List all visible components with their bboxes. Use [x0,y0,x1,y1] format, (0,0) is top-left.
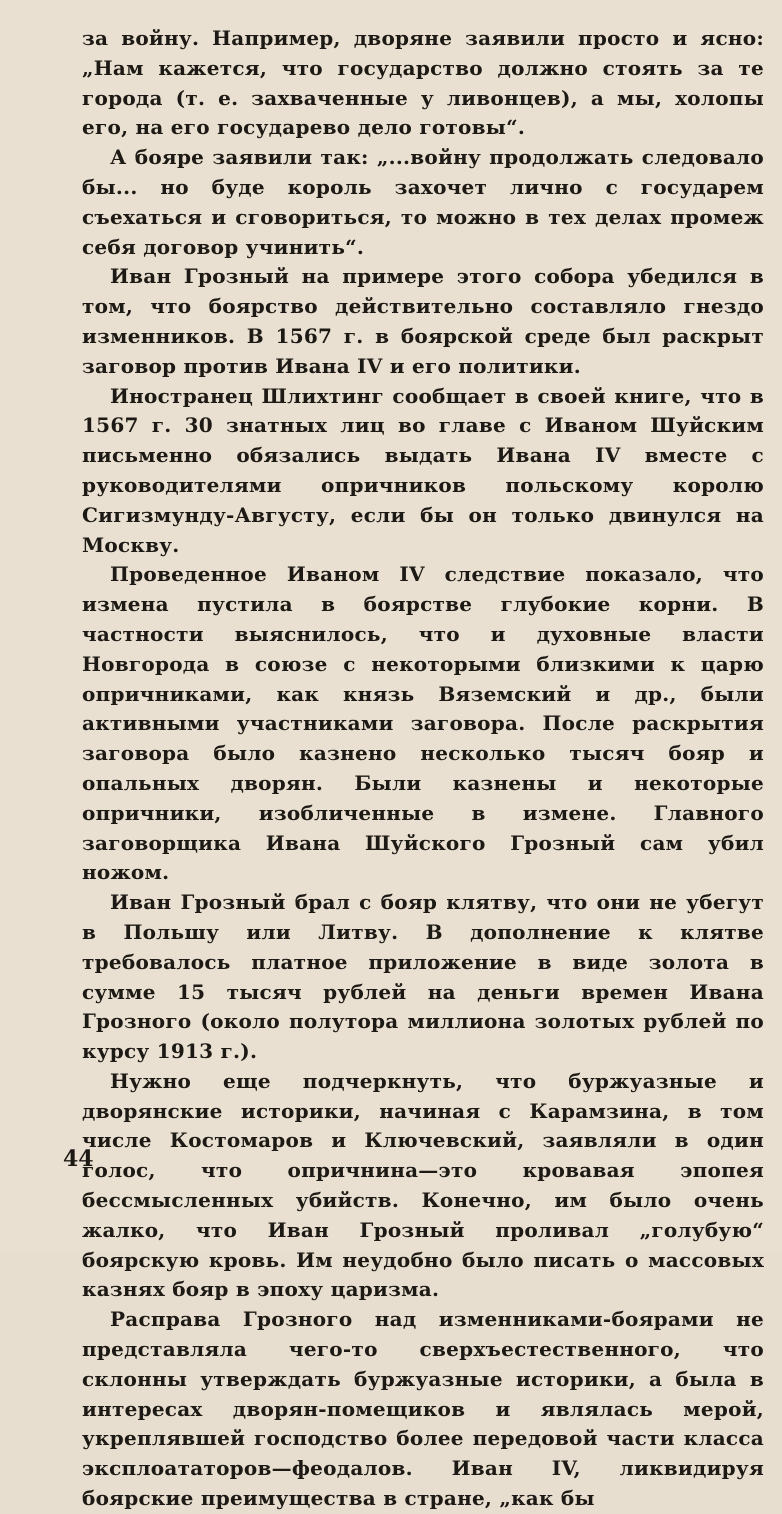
paragraph-6: Иван Грозный брал с бояр клятву, что они не убегут в Польшу или Литву. В дополнение к клятве требовалось платное приложение в виде золота в сумме 15 тысяч рублей на деньги времен Ивана Грозного (около полутора миллиона золотых рублей по курсу 1913 г.). [82,890,764,1064]
paragraph-3: Иван Грозный на примере этого собора убедился в том, что боярство действительно составляло гнездо изменников. В 1567 г. в боярской среде был раскрыт заговор против Ивана IV и его политики. [82,264,764,378]
page-number: 44 [63,1146,94,1172]
paragraph-8: Расправа Грозного над изменниками-боярами не представляла чего-то сверхъестественного, что склонны утверждать буржуазные историки, а была в интересах дворян-помещиков и являлась мерой, укреплявшей господство более передовой части класса эксплоататоров—феодалов. Иван IV, ликвидируя боярские преимущества в стране, „как бы [82,1307,764,1511]
paragraph-7: Нужно еще подчеркнуть, что буржуазные и дворянские историки, начиная с Карамзина, в том числе Костомаров и Ключевский, заявляли в один голос, что опричнина—это кровавая эпопея бессмысленных убийств. Конечно, им было очень жалко, что Иван Грозный проливал „голубую“ боярскую кровь. Им неудобно было писать о массовых казнях бояр в эпоху царизма. [82,1068,764,1302]
paragraph-2: А бояре заявили так: „...войну продолжать следовало бы... но буде король захочет лично с государем съехаться и сговориться, то можно в тех делах промеж себя договор учинить“. [82,145,764,259]
paragraph-5: Проведенное Иваном IV следствие показало, что измена пустила в боярстве глубокие корни. В частности выяснилось, что и духовные власти Новгорода в союзе с некоторыми близкими к царю опричниками, как князь Вяземский и др., были активными участниками заговора. После раскрытия заговора было казнено несколько тысяч бояр и опальных дворян. Были казнены и некоторые опричники, изобличенные в измене. Главного заговорщика Ивана Шуйского Грозный сам убил ножом. [82,562,764,885]
paragraph-1: за войну. Например, дворяне заявили просто и ясно: „Нам кажется, что государство должно стоять за те города (т. е. захваченные у ливонцев), а мы, холопы его, на его государево дело готовы“. [82,26,764,140]
paragraph-4: Иностранец Шлихтинг сообщает в своей книге, что в 1567 г. 30 знатных лиц во главе с Иваном Шуйским письменно обязались выдать Ивана IV вместе с руководителями опричников польскому королю Сигизмунду-Августу, если бы он только двинулся на Москву. [82,383,764,557]
page-text [82,24,764,1514]
